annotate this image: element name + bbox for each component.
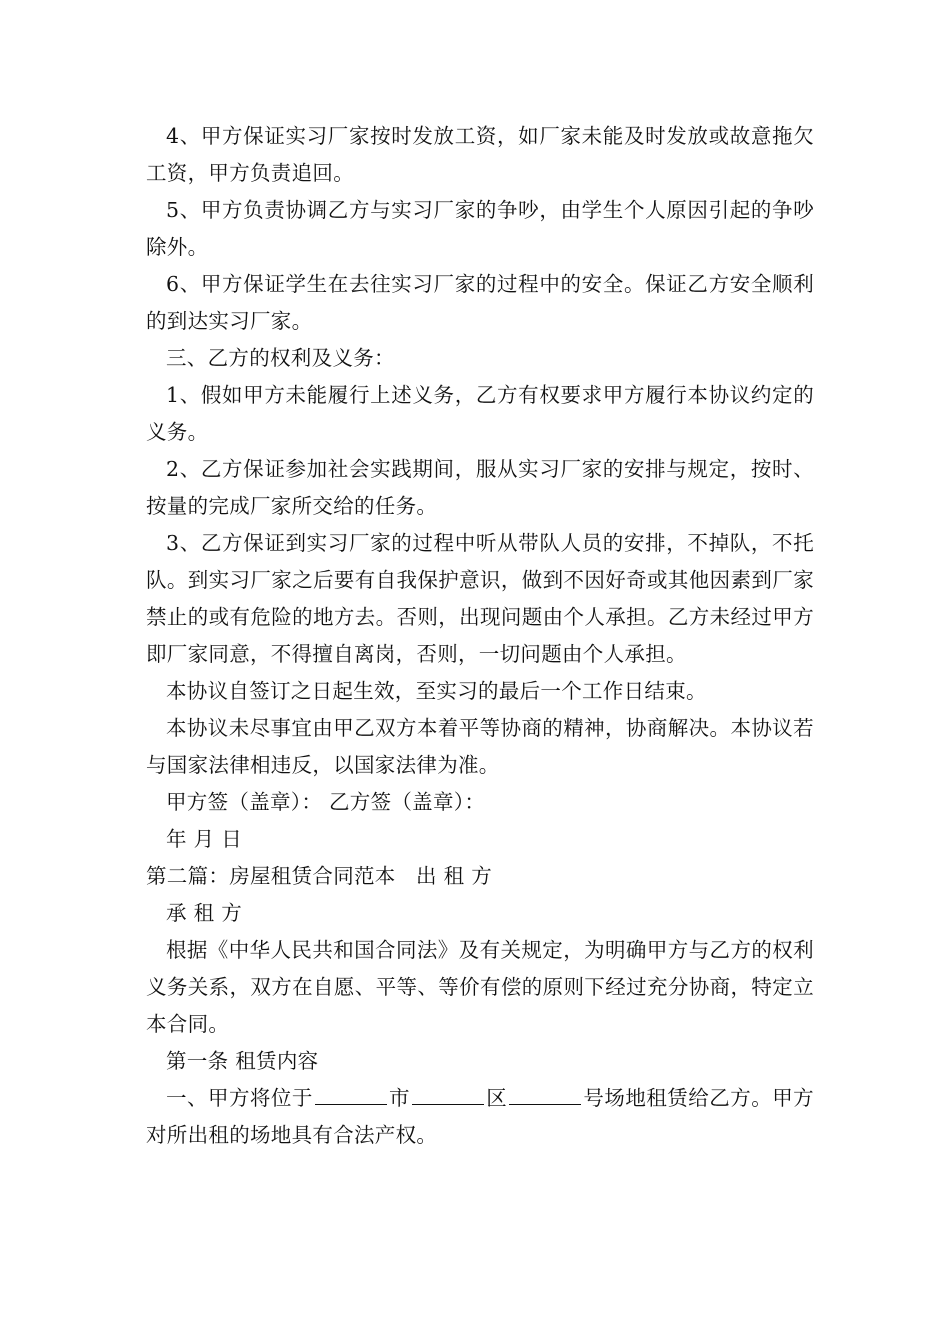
district-label: 区: [486, 1086, 508, 1110]
article-one-heading: 第一条 租赁内容: [166, 1049, 319, 1073]
section-three-heading: 三、乙方的权利及义务：: [166, 346, 395, 370]
second-chapter-title: 第二篇：房屋租赁合同范本 出 租 方: [146, 864, 493, 888]
effective-date-paragraph: 本协议自签订之日起生效，至实习的最后一个工作日结束。: [166, 679, 707, 703]
address-suffix: 号场地租赁给乙方。甲方对所出租的场地具有合法产权。: [146, 1086, 814, 1147]
city-blank: [315, 1082, 387, 1105]
clause-5-paragraph: 5、甲方负责协调乙方与实习厂家的争吵，由学生个人原因引起的争吵除外。: [146, 198, 814, 259]
party-b-clause-3: 3、乙方保证到实习厂家的过程中听从带队人员的安排，不掉队，不托队。到实习厂家之后要有自我保护意识，做到不因好奇或其他因素到厂家禁止的或有危险的地方去。否则，出现问题由个人承担。乙方未经过甲方即厂家同意，不得擅自离岗，否则，一切问题由个人承担。: [146, 531, 814, 666]
unresolved-matters-paragraph: 本协议未尽事宜由甲乙双方本着平等协商的精神，协商解决。本协议若与国家法律相违反，以国家法律为准。: [146, 716, 814, 777]
clause-6-paragraph: 6、甲方保证学生在去往实习厂家的过程中的安全。保证乙方安全顺利的到达实习厂家。: [146, 272, 814, 333]
contract-preamble: 根据《中华人民共和国合同法》及有关规定，为明确甲方与乙方的权利义务关系，双方在自愿、平等、等价有偿的原则下经过充分协商，特定立本合同。: [146, 938, 814, 1036]
address-clause: [146, 1080, 814, 1154]
district-blank: [412, 1082, 484, 1105]
clause-4-paragraph: 4、甲方保证实习厂家按时发放工资，如厂家未能及时发放或故意拖欠工资，甲方负责追回。: [146, 124, 814, 185]
party-b-clause-2: 2、乙方保证参加社会实践期间，服从实习厂家的安排与规定，按时、按量的完成厂家所交给的任务。: [146, 457, 814, 518]
document-body: [146, 118, 814, 1154]
date-line: 年 月 日: [166, 827, 243, 851]
signature-line: 甲方签（盖章）： 乙方签（盖章）：: [166, 790, 486, 814]
city-label: 市: [388, 1086, 411, 1110]
party-b-clause-1: 1、假如甲方未能履行上述义务，乙方有权要求甲方履行本协议约定的义务。: [146, 383, 814, 444]
address-prefix: 一、甲方将位于: [166, 1086, 313, 1110]
number-blank: [509, 1082, 581, 1105]
lessee-line: 承 租 方: [166, 901, 243, 925]
